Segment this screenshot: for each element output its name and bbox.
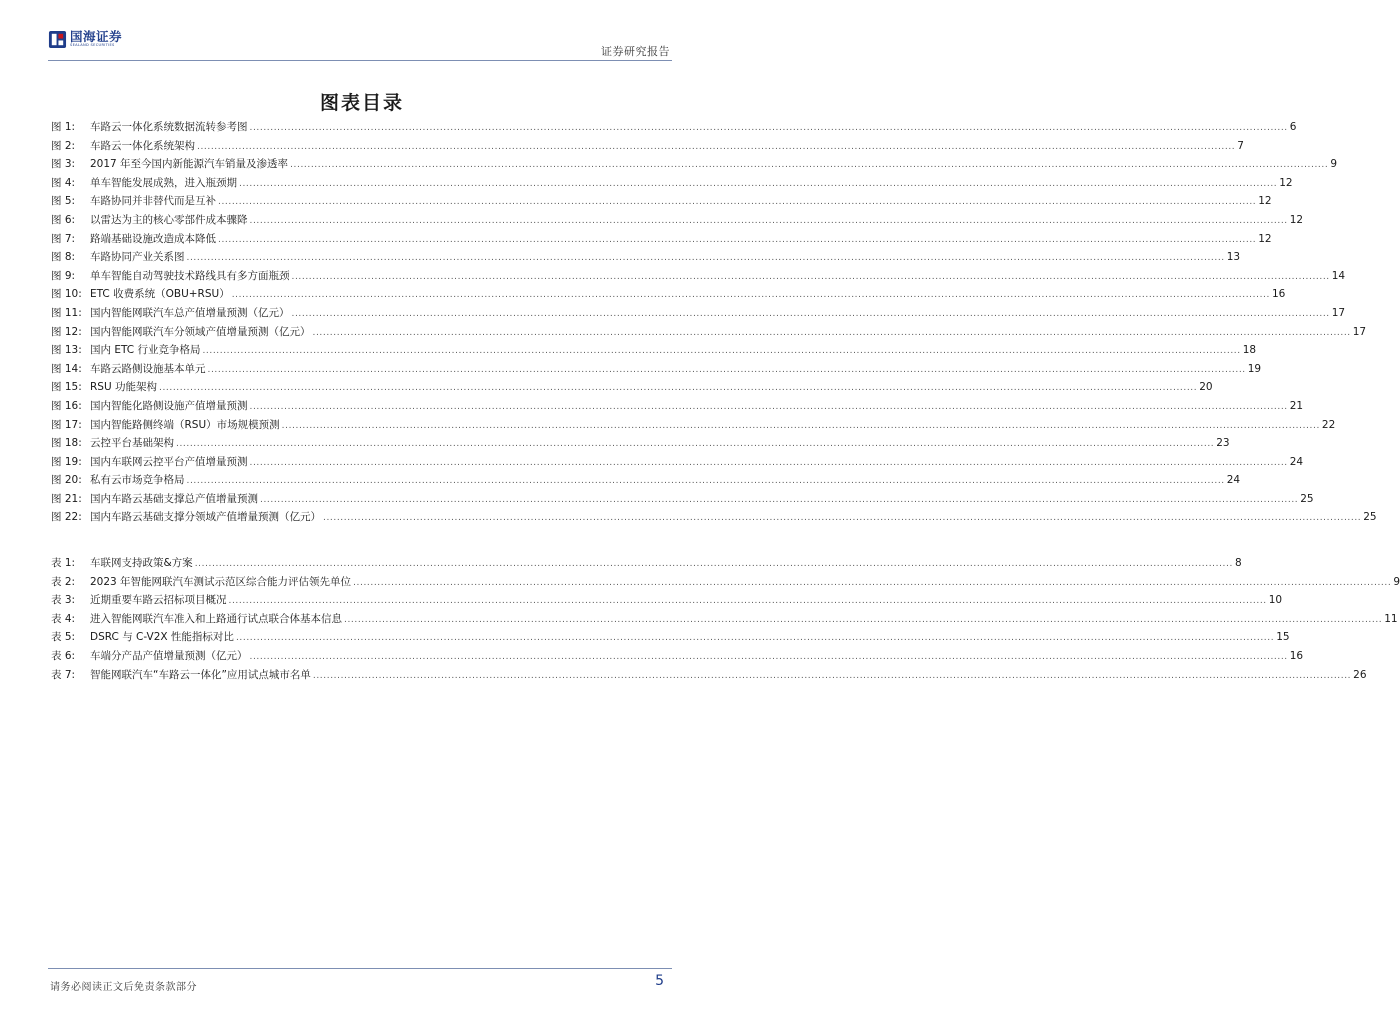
figure-entry[interactable] [51, 249, 1241, 268]
figure-label: 图 9: [51, 269, 76, 282]
dot-leader: ............................................................................................................................................................................................................................................................................................................ [186, 476, 1225, 487]
table-label: 表 3: [51, 594, 76, 607]
figure-label: 图 3: [51, 158, 76, 171]
table-entry[interactable] [51, 629, 1290, 648]
table-label: 表 7: [51, 668, 76, 681]
figure-page-number: 6 [1289, 121, 1297, 133]
dot-leader: ............................................................................................................................................................................................................................................................................................................ [291, 271, 1330, 282]
figure-page-number: 7 [1237, 139, 1244, 152]
figure-page-number: 20 [1199, 381, 1213, 394]
figure-page-number: 17 [1331, 306, 1346, 319]
figure-title: 国内车路云基础支撑分领域产值增量预测（亿元） [90, 511, 321, 524]
dot-leader: ............................................................................................................................................................................................................................................................................................................ [291, 308, 1330, 319]
disclaimer-note: 请务必阅读正文后免责条款部分 [50, 982, 197, 993]
figure-entry[interactable] [51, 454, 1304, 473]
page-title: 图表目录 [319, 92, 404, 114]
dot-leader: ............................................................................................................................................................................................................................................................................................................ [290, 160, 1329, 171]
figure-title: 车路云路侧设施基本单元 [90, 362, 206, 375]
table-label: 表 1: [51, 557, 76, 569]
table-label: 表 2: [51, 575, 76, 588]
figure-label: 图 5: [51, 195, 76, 208]
figure-page-number: 12 [1279, 176, 1293, 189]
figure-label: 图 7: [51, 232, 76, 245]
dot-leader: ............................................................................................................................................................................................................................................................................................................ [344, 614, 1383, 625]
figure-label: 图 10: [51, 288, 82, 301]
figure-page-number: 14 [1331, 269, 1346, 282]
figure-title: 车路协同并非替代而是互补 [90, 195, 216, 208]
page-number: 5 [655, 973, 664, 989]
dot-leader: ............................................................................................................................................................................................................................................................................................................ [281, 420, 1320, 431]
dot-leader: ............................................................................................................................................................................................................................................................................................................ [249, 457, 1288, 468]
figure-entry[interactable] [51, 156, 1337, 175]
table-label: 表 4: [51, 612, 76, 625]
figure-entry[interactable] [51, 286, 1286, 305]
dot-leader: ............................................................................................................................................................................................................................................................................................................ [207, 364, 1246, 375]
table-title: 车联网支持政策&方案 [90, 557, 193, 569]
table-page-number: 16 [1289, 649, 1304, 662]
dot-leader: ............................................................................................................................................................................................................................................................................................................ [176, 439, 1215, 450]
figure-label: 图 8: [51, 251, 76, 264]
figure-title: 国内车联网云控平台产值增量预测 [90, 455, 248, 468]
table-page-number: 8 [1234, 557, 1242, 569]
table-entry[interactable] [51, 555, 1242, 574]
figure-title: 国内智能网联汽车总产值增量预测（亿元） [90, 306, 290, 319]
table-page-number: 10 [1268, 594, 1283, 607]
figure-page-number: 23 [1216, 437, 1230, 450]
figure-page-number: 12 [1289, 213, 1304, 226]
figure-entry[interactable] [51, 379, 1213, 398]
dot-leader: ............................................................................................................................................................................................................................................................................................................ [239, 178, 1278, 189]
figure-page-number: 17 [1352, 325, 1367, 338]
figure-title: 车路协同产业关系图 [90, 251, 185, 264]
figure-label: 图 15: [51, 381, 82, 394]
dot-leader: ............................................................................................................................................................................................................................................................................................................ [312, 670, 1352, 681]
figure-title: 车路云一体化系统数据流转参考图 [90, 121, 248, 133]
figure-label: 图 6: [51, 213, 76, 226]
figure-entry[interactable] [51, 138, 1244, 157]
figure-label: 图 22: [51, 511, 82, 524]
figure-page-number: 24 [1289, 455, 1304, 468]
figure-entry[interactable] [51, 268, 1346, 287]
figure-title: 国内车路云基础支撑总产值增量预测 [90, 492, 258, 505]
figure-title: 以雷达为主的核心零部件成本骤降 [90, 213, 248, 226]
table-page-number: 15 [1276, 631, 1290, 644]
figure-list [51, 119, 1377, 528]
figure-entry[interactable] [51, 509, 1377, 528]
dot-leader: ............................................................................................................................................................................................................................................................................................................ [197, 141, 1236, 152]
figure-label: 图 12: [51, 325, 82, 338]
figure-label: 图 4: [51, 176, 76, 189]
table-title: 车端分产品产值增量预测（亿元） [90, 649, 248, 662]
figure-label: 图 14: [51, 362, 82, 375]
table-label: 表 5: [51, 631, 76, 644]
table-title: 近期重要车路云招标项目概况 [90, 594, 227, 607]
table-entry[interactable] [51, 592, 1283, 611]
figure-title: 单车智能发展成熟，进入瓶颈期 [90, 176, 237, 189]
dot-leader: ............................................................................................................................................................................................................................................................................................................ [202, 346, 1241, 357]
figure-page-number: 25 [1300, 492, 1314, 505]
dot-leader: ............................................................................................................................................................................................................................................................................................................ [353, 577, 1392, 588]
dot-leader: ............................................................................................................................................................................................................................................................................................................ [158, 383, 1198, 394]
figure-title: 单车智能自动驾驶技术路线具有多方面瓶颈 [90, 269, 290, 282]
table-entry[interactable] [51, 611, 1398, 630]
logo-name-en: SEALAND SECURITIES [70, 43, 115, 48]
figure-page-number: 25 [1363, 511, 1377, 524]
figure-title: 国内智能化路侧设施产值增量预测 [90, 399, 248, 412]
table-page-number: 26 [1353, 668, 1367, 681]
dot-leader: ............................................................................................................................................................................................................................................................................................................ [249, 401, 1288, 412]
table-entry[interactable] [51, 574, 1400, 593]
figure-title: 路端基础设施改造成本降低 [90, 232, 216, 245]
figure-entry[interactable] [51, 212, 1304, 231]
figure-title: RSU 功能架构 [90, 381, 157, 394]
figure-entry[interactable] [51, 119, 1297, 138]
dot-leader: ............................................................................................................................................................................................................................................................................................................ [194, 559, 1233, 569]
figure-entry[interactable] [51, 324, 1367, 343]
dot-leader: ............................................................................................................................................................................................................................................................................................................ [249, 215, 1288, 226]
table-title: 智能网联汽车“车路云一体化”应用试点城市名单 [90, 668, 311, 681]
table-page-number: 11 [1384, 612, 1398, 625]
figure-label: 图 11: [51, 306, 82, 319]
dot-leader: ............................................................................................................................................................................................................................................................................................................ [231, 290, 1270, 301]
figure-label: 图 1: [51, 121, 76, 133]
figure-entry[interactable] [51, 435, 1230, 454]
dot-leader: ............................................................................................................................................................................................................................................................................................................ [218, 234, 1257, 245]
figure-entry[interactable] [51, 361, 1262, 380]
figure-page-number: 9 [1330, 158, 1337, 171]
figure-title: 云控平台基础架构 [90, 437, 174, 450]
figure-label: 图 21: [51, 492, 82, 505]
figure-entry[interactable] [51, 342, 1257, 361]
figure-page-number: 12 [1258, 195, 1272, 208]
table-label: 表 6: [51, 649, 76, 662]
dot-leader: ............................................................................................................................................................................................................................................................................................................ [312, 327, 1351, 338]
company-logo [48, 30, 122, 49]
dot-leader: ............................................................................................................................................................................................................................................................................................................ [260, 494, 1299, 505]
dot-leader: ............................................................................................................................................................................................................................................................................................................ [186, 253, 1225, 264]
dot-leader: ............................................................................................................................................................................................................................................................................................................ [235, 633, 1275, 644]
figure-entry[interactable] [51, 231, 1272, 250]
figure-page-number: 24 [1226, 474, 1241, 487]
table-page-number: 9 [1393, 575, 1400, 588]
figure-label: 图 20: [51, 474, 82, 487]
figure-entry[interactable] [51, 491, 1314, 510]
table-title: 进入智能网联汽车准入和上路通行试点联合体基本信息 [90, 612, 342, 625]
figure-page-number: 18 [1242, 344, 1257, 357]
figure-label: 图 2: [51, 139, 76, 152]
figure-page-number: 13 [1226, 251, 1241, 264]
logo-name-cn: 国海证券 [70, 28, 123, 44]
figure-title: 私有云市场竞争格局 [90, 474, 185, 487]
page-header [48, 30, 672, 61]
figure-entry[interactable] [51, 417, 1336, 436]
dot-leader: ............................................................................................................................................................................................................................................................................................................ [249, 123, 1288, 133]
figure-title: ETC 收费系统（OBU+RSU） [90, 288, 230, 301]
figure-page-number: 12 [1258, 232, 1272, 245]
page-footer [48, 968, 672, 997]
figure-title: 国内智能网联汽车分领域产值增量预测（亿元） [90, 325, 311, 338]
figure-page-number: 22 [1321, 418, 1336, 431]
figure-label: 图 17: [51, 418, 82, 431]
figure-title: 国内 ETC 行业竞争格局 [90, 344, 201, 357]
figure-entry[interactable] [51, 472, 1241, 491]
table-title: DSRC 与 C-V2X 性能指标对比 [90, 631, 234, 644]
report-type: 证券研究报告 [601, 45, 670, 58]
figure-title: 2017 年至今国内新能源汽车销量及渗透率 [90, 158, 289, 171]
figure-page-number: 16 [1271, 288, 1286, 301]
table-list [51, 555, 1400, 685]
figure-page-number: 21 [1289, 399, 1304, 412]
figure-label: 图 13: [51, 344, 82, 357]
figure-entry[interactable] [51, 193, 1272, 212]
figure-entry[interactable] [51, 398, 1304, 417]
dot-leader: ............................................................................................................................................................................................................................................................................................................ [323, 513, 1362, 524]
table-entry[interactable] [51, 648, 1304, 667]
table-title: 2023 年智能网联汽车测试示范区综合能力评估领先单位 [90, 575, 352, 588]
figure-title: 车路云一体化系统架构 [90, 139, 195, 152]
logo-icon [48, 30, 67, 49]
figure-label: 图 19: [51, 455, 82, 468]
figure-label: 图 16: [51, 399, 82, 412]
figure-title: 国内智能路侧终端（RSU）市场规模预测 [90, 418, 280, 431]
dot-leader: ............................................................................................................................................................................................................................................................................................................ [218, 197, 1257, 208]
figure-label: 图 18: [51, 437, 82, 450]
figure-entry[interactable] [51, 175, 1293, 194]
dot-leader: ............................................................................................................................................................................................................................................................................................................ [228, 596, 1267, 607]
table-entry[interactable] [51, 667, 1367, 686]
figure-entry[interactable] [51, 305, 1346, 324]
dot-leader: ............................................................................................................................................................................................................................................................................................................ [249, 651, 1288, 662]
figure-page-number: 19 [1247, 362, 1262, 375]
